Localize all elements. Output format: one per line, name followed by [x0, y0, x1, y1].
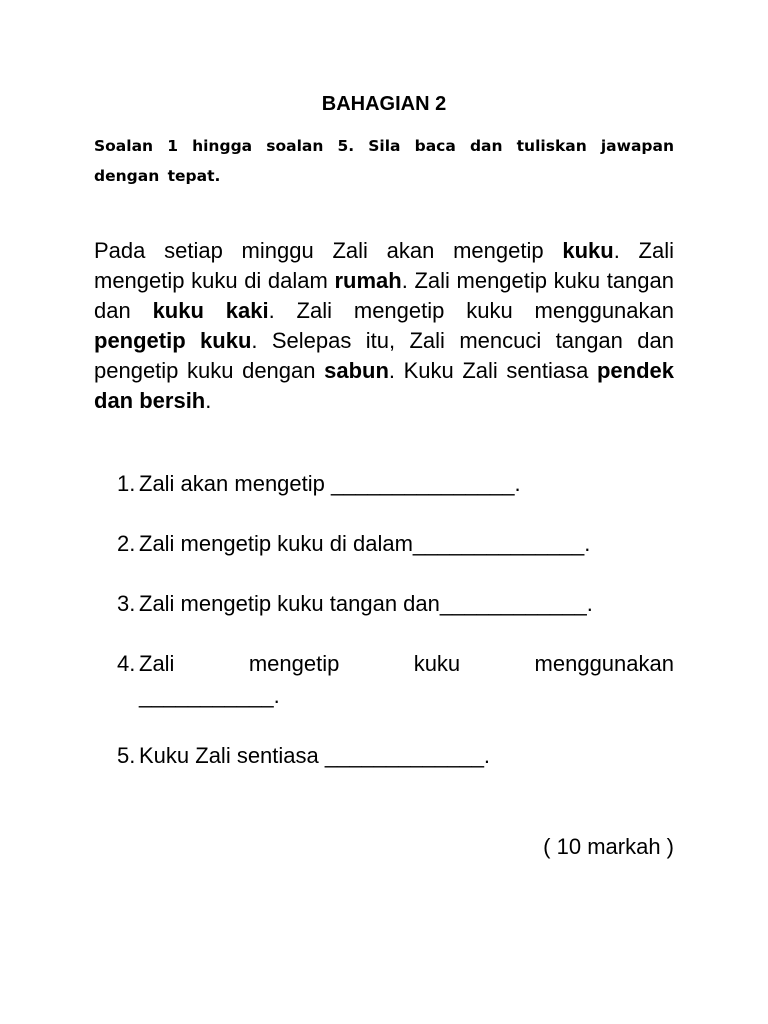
question-item: [117, 588, 674, 620]
passage-bold: kuku: [562, 238, 614, 263]
passage-bold: kuku kaki: [152, 298, 269, 323]
question-text: [139, 648, 674, 712]
question-item: [117, 468, 674, 500]
question-number: 2.: [117, 531, 136, 556]
reading-passage: [94, 236, 674, 416]
section-title: BAHAGIAN 2: [321, 93, 447, 115]
question-list: [117, 468, 674, 800]
question-word: mengetip: [248, 651, 340, 676]
marks-label: ( 10 markah ): [543, 834, 674, 859]
instruction-text: Soalan 1 hingga soalan 5. Sila baca dan tuliskan jawapan dengan tepat.: [94, 137, 674, 185]
passage-bold: rumah: [334, 268, 402, 293]
question-number: 5.: [117, 743, 136, 768]
question-line: [139, 648, 674, 680]
question-item: [117, 740, 674, 772]
passage-text: . Zali mengetip kuku tangan dan: [94, 268, 674, 323]
question-text: Zali mengetip kuku tangan dan____________.: [139, 591, 593, 616]
passage-text: . Zali mengetip kuku menggunakan: [268, 298, 674, 323]
question-text: Zali mengetip kuku di dalam______________.: [139, 531, 591, 556]
question-number: 1.: [117, 471, 136, 496]
passage-text: . Kuku Zali sentiasa: [388, 358, 597, 383]
passage-text: Pada setiap minggu Zali akan mengetip: [94, 238, 563, 263]
question-word: Zali: [139, 651, 175, 676]
question-word: menggunakan: [534, 651, 674, 676]
question-text: Zali akan mengetip _______________.: [139, 471, 521, 496]
passage-bold: pendek dan bersih: [94, 358, 674, 413]
question-word: kuku: [413, 651, 461, 676]
answer-blank: ___________.: [139, 683, 280, 708]
question-number: 4.: [117, 651, 136, 676]
question-number: 3.: [117, 591, 136, 616]
passage-bold: pengetip kuku: [94, 328, 252, 353]
question-item: [117, 528, 674, 560]
question-item: [117, 648, 674, 712]
question-text: Kuku Zali sentiasa _____________.: [139, 743, 491, 768]
passage-text: . Selepas itu, Zali mencuci tangan dan pengetip kuku dengan: [94, 328, 674, 383]
passage-bold: sabun: [324, 358, 389, 383]
passage-text: . Zali mengetip kuku di dalam: [94, 238, 674, 293]
passage-text: .: [205, 388, 212, 413]
